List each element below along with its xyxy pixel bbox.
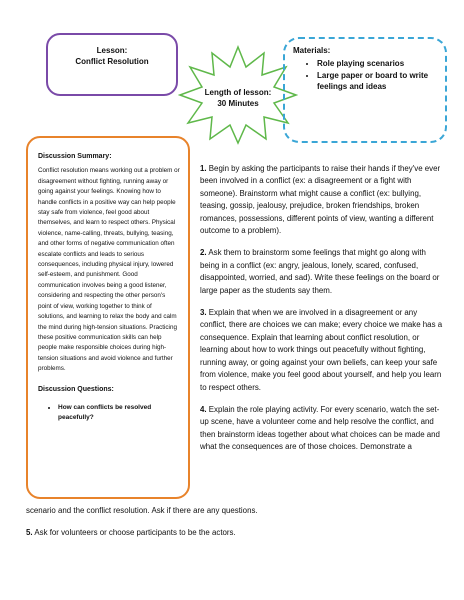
step-text: Ask for volunteers or choose participants to be the actors. [34, 528, 236, 537]
step-text: Ask them to brainstorm some feelings that might go along with being in a conflict (ex: angry, jealous, lonely, scared, confused, disappointed, worried, and sad). Write these feelings on the board or large paper as the students say them. [200, 248, 440, 295]
step-2 [200, 247, 446, 297]
lesson-label: Lesson: [96, 46, 128, 55]
materials-item: • Role playing scenarios [317, 58, 437, 69]
step-number: 5. [26, 528, 33, 537]
discussion-summary-box [26, 136, 190, 499]
step-text: Begin by asking the participants to raise their hands if they've ever been involved in a conflict (ex: a disagreement or a fight with someone). Brainstorm what might cause a conflict (ex: bullying, teasing, gossip, jealousy, prejudice, broken friendships, broken romances, possessions, different points of view, wanting a different outcome to a problem). [200, 164, 441, 236]
materials-box [283, 37, 447, 143]
materials-item: • Large paper or board to write feelings and ideas [317, 70, 437, 92]
questions-list [38, 403, 180, 423]
step-4 [200, 404, 446, 454]
lesson-length [193, 87, 283, 109]
question-item: • How can conflicts be resolved peacefully? [58, 403, 180, 423]
step-number: 4. [200, 404, 207, 414]
summary-text: Conflict resolution means working out a problem or disagreement without fighting, running away or going against your feelings. Knowing how to handle conflicts in a positive way can help people stay safe from violence, feel good about themselves, and learn to respect others. Physical violence, name-calling, threats, bullying, teasing, and other forms of negative communication often escalate conflicts and leads to serious consequences, including physical injury, lowered self-esteem, and punishment. Good communication involves being a good listener, considering and respecting the other person's point of view, working together to think of solutions, and learning to relax the body and calm the mind during high-tension situations. Practicing these positive communication skills can help people make responsible choices during high-tension situations and avoid violence and further problems. [38, 167, 180, 373]
step-1 [200, 163, 446, 237]
step-3 [200, 307, 446, 394]
step-4-continuation [26, 505, 446, 517]
materials-list [293, 58, 437, 92]
step-number: 3. [200, 308, 207, 318]
step-text: Explain the role playing activity. For every scenario, watch the set-up scene, have a volunteer come and help resolve the conflict, and then brainstorm ideas together about what choices can be made and what the consequences are of those choices. Demonstrate a [200, 404, 440, 452]
length-value: 30 Minutes [217, 99, 259, 108]
step-number: 2. [200, 248, 207, 258]
summary-heading: Discussion Summary: [38, 153, 112, 160]
step-number: 1. [200, 164, 207, 173]
step-text: Explain that when we are involved in a disagreement or any conflict, there are choices we can make; every choice we make has a consequence. Explain that learning about conflict resolution, or learning about how to work things out peacefully without fighting, running away, or going against your own beliefs, can keep your safe from violence, make you feel good about yourself, and help you learn to respect others. [200, 308, 443, 392]
lesson-box [46, 33, 178, 96]
questions-heading: Discussion Questions: [38, 385, 114, 393]
materials-title: Materials: [293, 46, 331, 55]
step-5 [26, 527, 446, 539]
length-label: Length of lesson: [204, 88, 272, 97]
steps-column [200, 163, 446, 454]
step-text: scenario and the conflict resolution. Ask if there are any questions. [26, 506, 258, 515]
lesson-title: Conflict Resolution [75, 57, 149, 66]
